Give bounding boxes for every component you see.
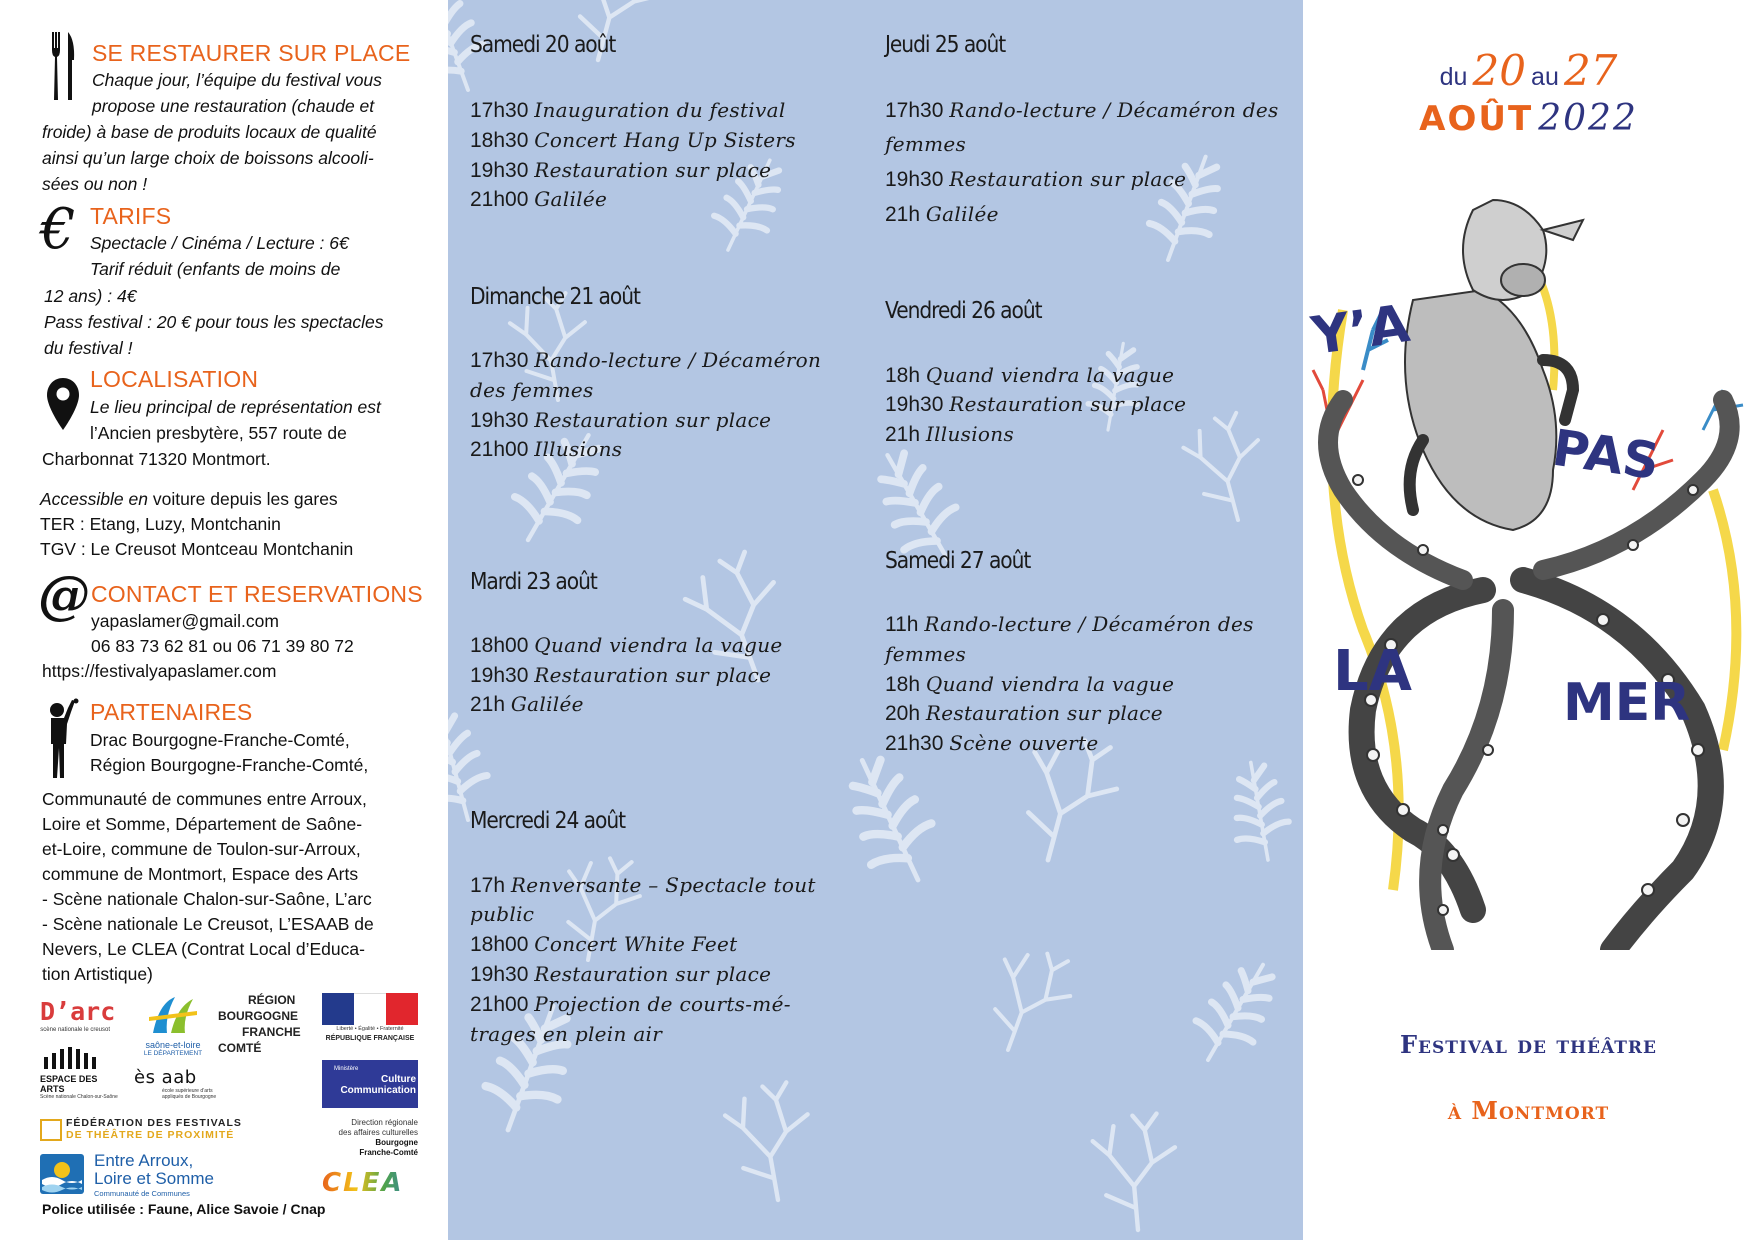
day-heading: Jeudi 25 août [885,32,1006,58]
restaurer-line: Chaque jour, l’équipe du festival vous [92,70,382,90]
event-row: 21h00 Projection de courts-mé- [470,992,791,1016]
event-row: 19h30 Restauration sur place [885,167,1187,191]
day-heading: Dimanche 21 août [470,284,640,310]
event-row: 19h30 Restauration sur place [470,408,772,432]
cover-word-pas: PAS [1548,418,1663,491]
french-flag-icon [322,993,418,1025]
tarifs-line: du festival ! [44,338,133,358]
event-row: 17h30 Inauguration du festival [470,98,786,122]
entre-arroux-mark-icon [40,1154,84,1194]
partenaires-line: Drac Bourgogne-Franche-Comté, [90,730,350,750]
festival-month-year [1303,98,1754,139]
event-row-cont: trages en plein air [470,1022,663,1046]
logo-republique-francaise: Liberté • Égalité • Fraternité RÉPUBLIQUE FRANÇAISE [322,993,418,1047]
event-row: 20h Restauration sur place [885,701,1163,725]
section-title-tarifs: TARIFS [90,203,172,229]
partenaires-line: Loire et Somme, Département de Saône- [42,814,363,834]
cover-word-ya: Y’A [1308,293,1414,367]
logo-saone-et-loire: saône-et-loire LE DÉPARTEMENT [138,993,208,1061]
saone-et-loire-mark-icon [145,993,201,1035]
partenaires-line: commune de Montmort, Espace des Arts [42,864,359,884]
partenaires-line: - Scène nationale Le Creusot, L’ESAAB de [42,914,374,934]
event-row: 19h30 Restauration sur place [470,663,772,687]
access-rest: voiture depuis les gares [147,489,338,509]
dates-du: du [1439,63,1468,91]
event-row: 21h Illusions [885,422,1015,446]
partenaires-line: Communauté de communes entre Arroux, [42,789,367,809]
euro-icon: € [40,197,76,262]
month: AOÛT [1419,99,1534,139]
year: 2022 [1538,98,1638,139]
ter-line: TER : Etang, Luzy, Montchanin [40,514,281,534]
cover-word-mer: MER [1563,673,1691,733]
partenaires-line: - Scène nationale Chalon-sur-Saône, L’arc [42,889,372,909]
logo-federation-festivals: FÉDÉRATION DES FESTIVALS DE THÉÂTRE DE PROXIMITÉ [40,1117,270,1143]
event-row: 21h Galilée [885,202,999,226]
festival-dates [1303,46,1754,95]
section-title-contact: CONTACT ET RESERVATIONS [91,581,423,607]
event-row: 18h30 Concert Hang Up Sisters [470,128,796,152]
day-heading: Vendredi 26 août [885,298,1042,324]
event-row: 21h00 Illusions [470,437,623,461]
event-row-cont: femmes [885,132,967,156]
access-italic: Accessible en [40,489,148,509]
dates-end: 27 [1563,46,1618,95]
logo-darc: D’arc scène nationale le creusot [40,997,116,1033]
tarifs-line: Spectacle / Cinéma / Lecture : 6€ [90,233,349,253]
event-row: 17h30 Rando-lecture / Décaméron des [885,98,1279,122]
program-panel [448,0,1303,1240]
localisation-line: l’Ancien presbytère, 557 route de [90,423,347,443]
day-heading: Samedi 20 août [470,32,616,58]
restaurer-line: propose une restauration (chaude et [92,96,375,116]
section-title-restaurer: SE RESTAURER SUR PLACE [92,40,411,66]
dates-start: 20 [1472,46,1526,95]
event-row-cont: des femmes [470,378,594,402]
at-sign-icon: @ [38,565,90,626]
cutlery-icon [48,30,78,102]
event-row: 18h Quand viendra la vague [885,363,1175,387]
event-row: 19h30 Restauration sur place [885,392,1187,416]
event-row: 21h30 Scène ouverte [885,731,1099,755]
partenaires-line: et-Loire, commune de Toulon-sur-Arroux, [42,839,361,859]
section-title-localisation: LOCALISATION [90,366,259,392]
partenaires-line: tion Artistique) [42,964,153,984]
event-row: 19h30 Restauration sur place [470,158,772,182]
event-row: 18h00 Quand viendra la vague [470,633,783,657]
event-row: 19h30 Restauration sur place [470,962,772,986]
access-line [40,486,338,512]
cover-word-la: LA [1333,639,1413,704]
day-heading: Samedi 27 août [885,548,1031,574]
cow-octopus-illustration [1303,190,1754,950]
localisation-line: Charbonnat 71320 Montmort. [42,449,271,469]
event-row: 17h Renversante – Spectacle tout [470,873,816,897]
event-row: 17h30 Rando-lecture / Décaméron [470,348,822,372]
tarifs-line: 12 ans) : 4€ [44,286,137,306]
font-credit: Police utilisée : Faune, Alice Savoie / Cnap [42,1201,326,1217]
info-panel [0,0,448,1240]
festival-place: à Montmort [1447,1096,1610,1125]
contact-phones: 06 83 73 62 81 ou 06 71 39 80 72 [91,636,354,656]
event-row-cont: femmes [885,642,967,666]
event-row-cont: public [470,902,535,926]
event-row: 21h00 Galilée [470,187,608,211]
localisation-line: Le lieu principal de représentation est [90,397,381,417]
federation-mark-icon [40,1119,62,1141]
day-heading: Mercredi 24 août [470,808,626,834]
logo-clea: CLEA [322,1168,418,1198]
tgv-line: TGV : Le Creusot Montceau Montchanin [40,539,354,559]
restaurer-line: ainsi qu’un large choix de boissons alcooli- [42,148,374,168]
dates-au: au [1531,63,1559,91]
cover-panel [1303,0,1754,1240]
logo-region-bfc: RÉGION BOURGOGNE FRANCHE COMTÉ [218,993,301,1055]
logo-ministere-culture: Ministère Culture Communication [322,1060,418,1108]
restaurer-line: froide) à base de produits locaux de qualité [42,122,377,142]
logo-drac-bfc: Direction régionale des affaires culturelles Bourgogne Franche-Comté [338,1118,418,1157]
partenaires-line: Région Bourgogne-Franche-Comté, [90,755,369,775]
contact-url[interactable]: https://festivalyapaslamer.com [42,661,277,681]
partenaires-line: Nevers, Le CLEA (Contrat Local d’Educa- [42,939,365,959]
logo-entre-arroux: Entre Arroux, Loire et Somme Communauté de Communes [40,1152,280,1200]
event-row: 11h Rando-lecture / Décaméron des [885,612,1254,636]
logo-espace-des-arts: ESPACE DES ARTS Scène nationale Chalon-sur-Saône [40,1047,120,1095]
tarifs-line: Tarif réduit (enfants de moins de [90,259,341,279]
logo-esaab: ès aab école supérieure d’arts appliqués de Bourgogne [134,1067,217,1100]
contact-email[interactable]: yapaslamer@gmail.com [91,611,279,631]
espace-des-arts-mark-icon [40,1047,114,1069]
event-row: 18h Quand viendra la vague [885,672,1175,696]
person-icon [42,698,82,782]
tarifs-line: Pass festival : 20 € pour tous les spectacles [44,312,384,332]
restaurer-line: sées ou non ! [42,174,148,194]
section-title-partenaires: PARTENAIRES [90,699,253,725]
location-pin-icon [44,376,82,432]
day-heading: Mardi 23 août [470,569,597,595]
event-row: 21h Galilée [470,692,584,716]
festival-subtitle: Festival de théâtre [1400,1030,1657,1059]
event-row: 18h00 Concert White Feet [470,932,738,956]
